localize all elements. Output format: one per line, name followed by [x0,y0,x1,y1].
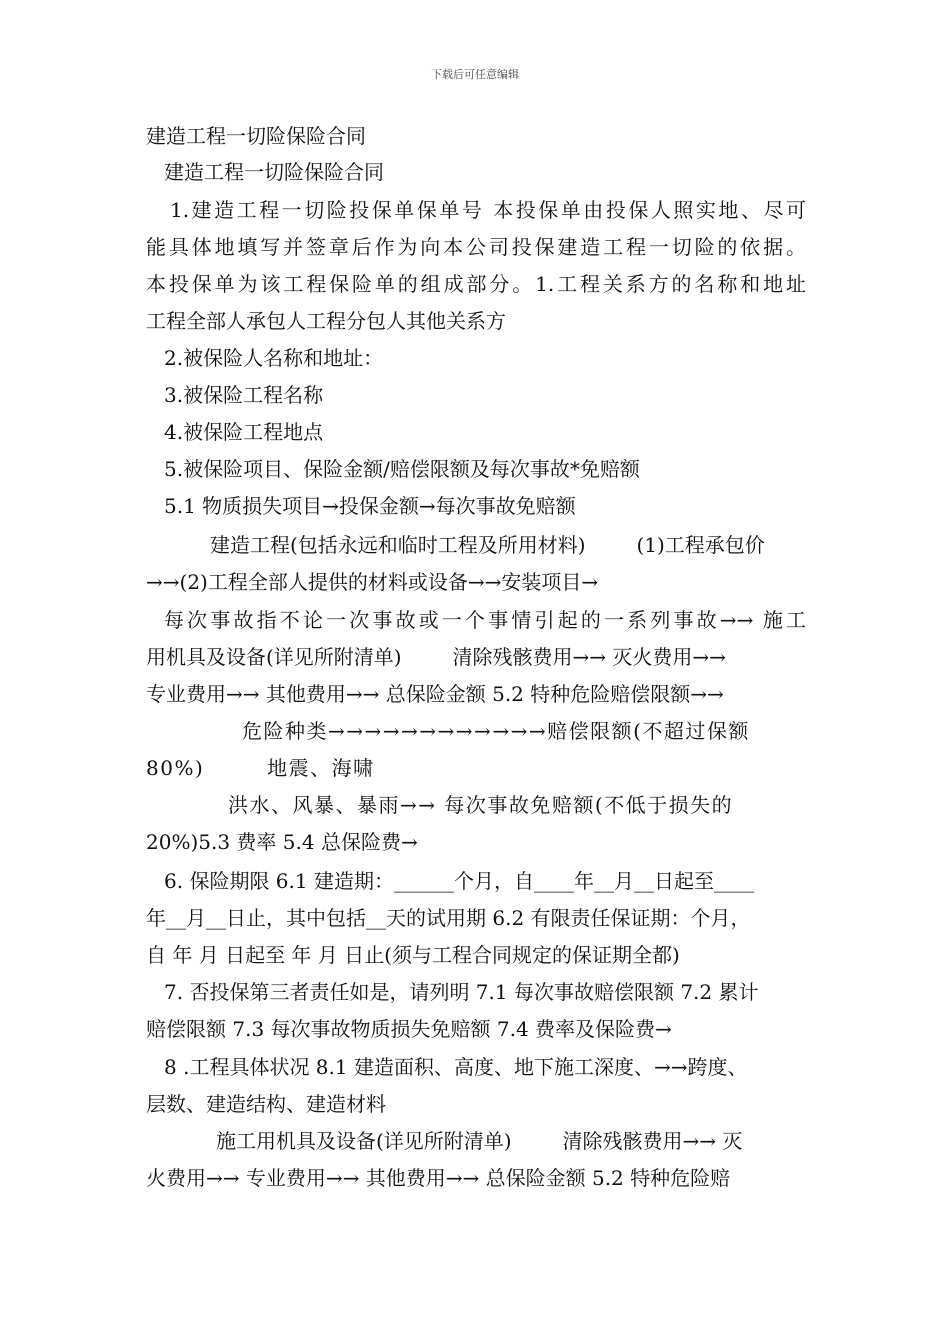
paragraph-line: 8 .工程具体状况 8.1 建造面积、高度、地下施工深度、→→跨度、 [164,1055,748,1079]
paragraph-line: 本投保单为该工程保险单的组成部分。1.工程关系方的名称和地址 [146,272,806,296]
list-item: 3.被保险工程名称 [164,383,324,407]
page-header: 下载后可任意编辑 [431,68,519,81]
paragraph-line: 20%)5.3 费率 5.4 总保险费→ [146,830,418,854]
doc-title: 建造工程一切险保险合同 [146,124,366,148]
paragraph-line: 火费用→→ 专业费用→→ 其他费用→→ 总保险金额 5.2 特种危险赔 [146,1166,731,1190]
paragraph-line: 1.建造工程一切险投保单保单号 本投保单由投保人照实地、尽可 [170,198,806,222]
paragraph-line: 洪水、风暴、暴雨→→ 每次事故免赔额(不低于损失的 [228,793,734,817]
list-item: 4.被保险工程地点 [164,420,324,444]
paragraph-line: →→(2)工程全部人提供的材料或设备→→安装项目→ [146,570,599,594]
paragraph-line: 6. 保险期限 6.1 建造期：______个月，自____年__月__日起至____ [164,869,754,893]
paragraph-line: 能具体地填写并签章后作为向本公司投保建造工程一切险的依据。 [146,235,806,259]
section-title: 建造工程一切险保险合同 [164,160,384,184]
paragraph-line: 专业费用→→ 其他费用→→ 总保险金额 5.2 特种危险赔偿限额→→ [146,682,724,706]
paragraph-line: 用机具及设备(详见所附清单) 清除残骸费用→→ 灭火费用→→ [146,645,726,669]
paragraph-line: 工程全部人承包人工程分包人其他关系方 [146,309,506,333]
paragraph-line: 7. 否投保第三者责任如是，请列明 7.1 每次事故赔偿限额 7.2 累计 [164,980,759,1004]
paragraph-line: 自 年 月 日起至 年 月 日止(须与工程合同规定的保证期全都) [146,943,680,967]
paragraph-line: 层数、建造结构、建造材料 [146,1092,386,1116]
list-item: 5.被保险项目、保险金额/赔偿限额及每次事故*免赔额 [164,457,640,481]
paragraph-line: 80%) 地震、海啸 [146,756,375,780]
paragraph-line: 每次事故指不论一次事故或一个事情引起的一系列事故→→ 施工 [164,608,806,632]
paragraph-line: 危险种类→→→→→→→→→→→→赔偿限额(不超过保额 [242,719,750,743]
paragraph-line: 赔偿限额 7.3 每次事故物质损失免赔额 7.4 费率及保险费→ [146,1017,672,1041]
paragraph-line: 建造工程(包括永远和临时工程及所用材料) (1)工程承包价 [210,533,765,557]
list-item: 2.被保险人名称和地址： [164,346,384,370]
paragraph-line: 年__月__日止，其中包括__天的试用期 6.2 有限责任保证期：个月， [146,906,751,930]
list-item: 5.1 物质损失项目→投保金额→每次事故免赔额 [164,494,576,518]
paragraph-line: 施工用机具及设备(详见所附清单) 清除残骸费用→→ 灭 [216,1129,743,1153]
